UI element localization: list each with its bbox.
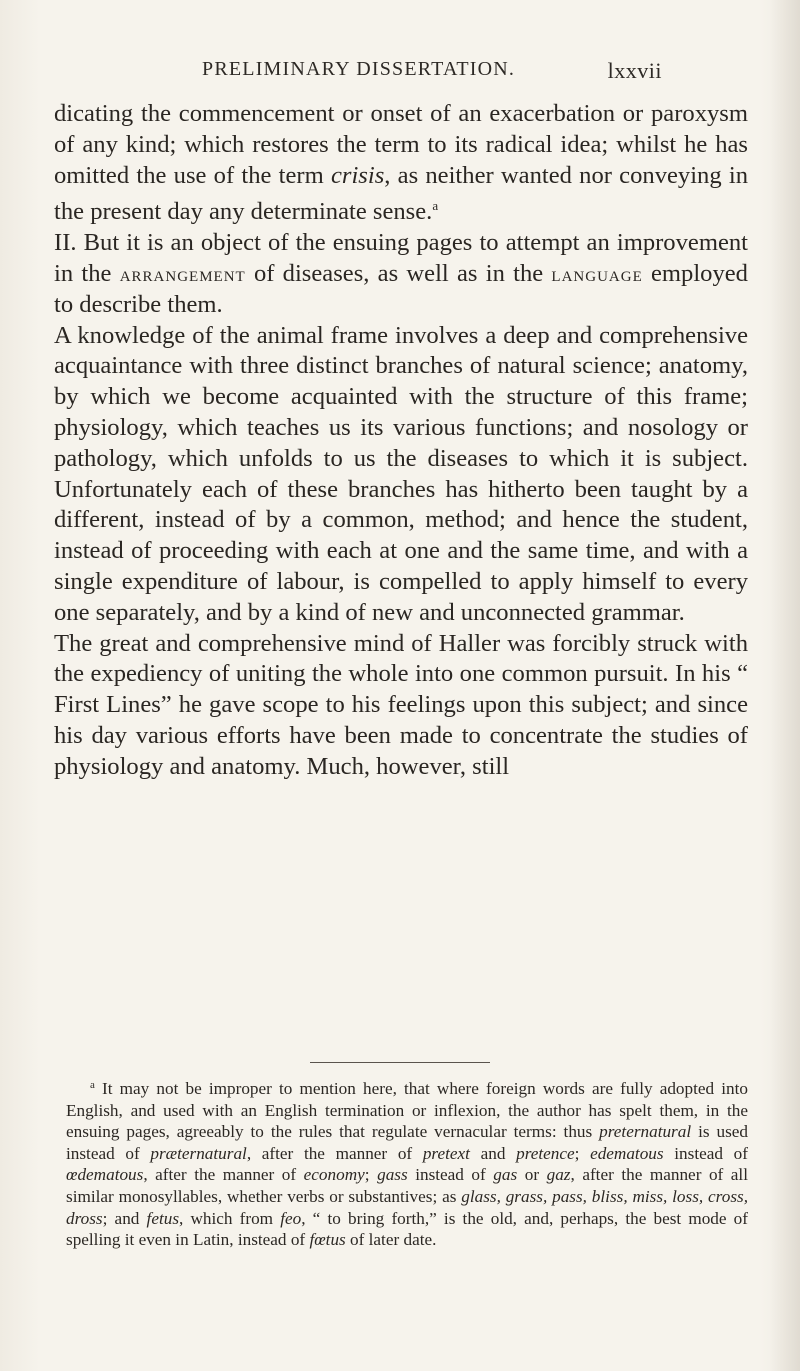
paragraph-1 bbox=[54, 99, 748, 228]
italic-term: fetus bbox=[146, 1208, 180, 1228]
italic-term: glass, grass, pass, bliss, miss, loss, cross, dross bbox=[66, 1186, 748, 1228]
italic-term: gass bbox=[377, 1165, 408, 1185]
small-caps-term: arrangement bbox=[119, 261, 246, 286]
italic-term: feo bbox=[280, 1208, 302, 1228]
main-text bbox=[54, 99, 748, 783]
text-run: , as neither wanted nor conveying in the present day any determinate sense. bbox=[54, 161, 748, 226]
text-run: II. But it is an object of the ensuing pages to attempt an improvement in the bbox=[54, 229, 748, 287]
page-edge-shadow bbox=[770, 0, 800, 1371]
text-run: , which from bbox=[179, 1208, 281, 1228]
italic-term: gas bbox=[493, 1165, 518, 1185]
text-run: employed to describe them. bbox=[54, 259, 748, 318]
footnote bbox=[66, 1075, 748, 1251]
italic-term: gaz bbox=[546, 1165, 571, 1185]
footnote-rule bbox=[310, 1062, 490, 1063]
italic-term: crisis bbox=[330, 161, 385, 189]
italic-term: economy bbox=[303, 1165, 365, 1185]
footnote-reference: a bbox=[432, 198, 439, 214]
paragraph-4: The great and comprehensive mind of Haller was forcibly struck with the expediency of uniting the whole into one common pursuit. In his “ First Lines” he gave scope to his feelings upon this subject; and since his day various efforts have been made to concentrate the studies of physiology and anatomy. Much, however, still bbox=[54, 629, 748, 780]
italic-term: preternatural bbox=[599, 1122, 692, 1142]
text-run: instead of bbox=[663, 1143, 748, 1163]
footnote-mark: a bbox=[90, 1079, 95, 1091]
text-run: of later date. bbox=[345, 1230, 437, 1250]
italic-term: pretext bbox=[422, 1143, 470, 1163]
text-run: dicating the commencement or onset of an exacerbation or paroxysm of any kind; which restores the term to its radical idea; whilst he has omitted the use of the term bbox=[54, 100, 748, 189]
paragraph-3: A knowledge of the animal frame involves a deep and comprehensive acquaintance with three distinct branches of natural science; anatomy, by which we become acquainted with the structure of this frame; physiology, which teaches us its various functions; and nosology or pathology, which unfolds to us the diseases to which it is subject. Unfortunately each of these branches has hitherto been taught by a different, instead of by a common, method; and hence the student, instead of proceeding with each at one and the same time, and with a single expenditure of labour, is compelled to apply himself to every one separately, and by a kind of new and unconnected grammar. bbox=[54, 321, 748, 626]
text-run: ; bbox=[364, 1165, 378, 1185]
italic-term: fœtus bbox=[309, 1230, 346, 1250]
paragraph-2 bbox=[54, 228, 748, 320]
text-run: and bbox=[469, 1143, 517, 1163]
running-header bbox=[202, 58, 662, 81]
text-run: , “ to bring forth,” is the old, and, perhaps, the best mode of spelling it even in Latin, instead of bbox=[66, 1208, 748, 1250]
text-run: It may not be improper to mention here, that where foreign words are fully adopted into English, and used with an English termination or inflexion, the author has spelt them, in the ensuing pages, agreeably to the rules that regulate vernacular terms: thus bbox=[66, 1079, 748, 1142]
italic-term: præternatural bbox=[150, 1143, 247, 1163]
italic-term: œdematous bbox=[66, 1165, 144, 1185]
italic-term: pretence bbox=[516, 1143, 575, 1163]
text-run: of diseases, as well as in the bbox=[245, 259, 552, 287]
text-run: or bbox=[517, 1165, 547, 1185]
text-run: instead of bbox=[407, 1165, 494, 1185]
text-run: ; and bbox=[102, 1208, 147, 1228]
italic-term: edematous bbox=[590, 1143, 664, 1163]
text-run: , after the manner of all similar monosyllables, whether verbs or substantives; as bbox=[66, 1165, 748, 1206]
page-number: lxxvii bbox=[607, 58, 662, 83]
text-run: , after the manner of bbox=[143, 1165, 304, 1185]
running-title: PRELIMINARY DISSERTATION. bbox=[202, 58, 516, 80]
text-run: ; bbox=[574, 1143, 591, 1163]
text-run: , after the manner of bbox=[246, 1143, 423, 1163]
text-run: is used instead of bbox=[66, 1122, 748, 1163]
small-caps-term: language bbox=[551, 261, 643, 286]
